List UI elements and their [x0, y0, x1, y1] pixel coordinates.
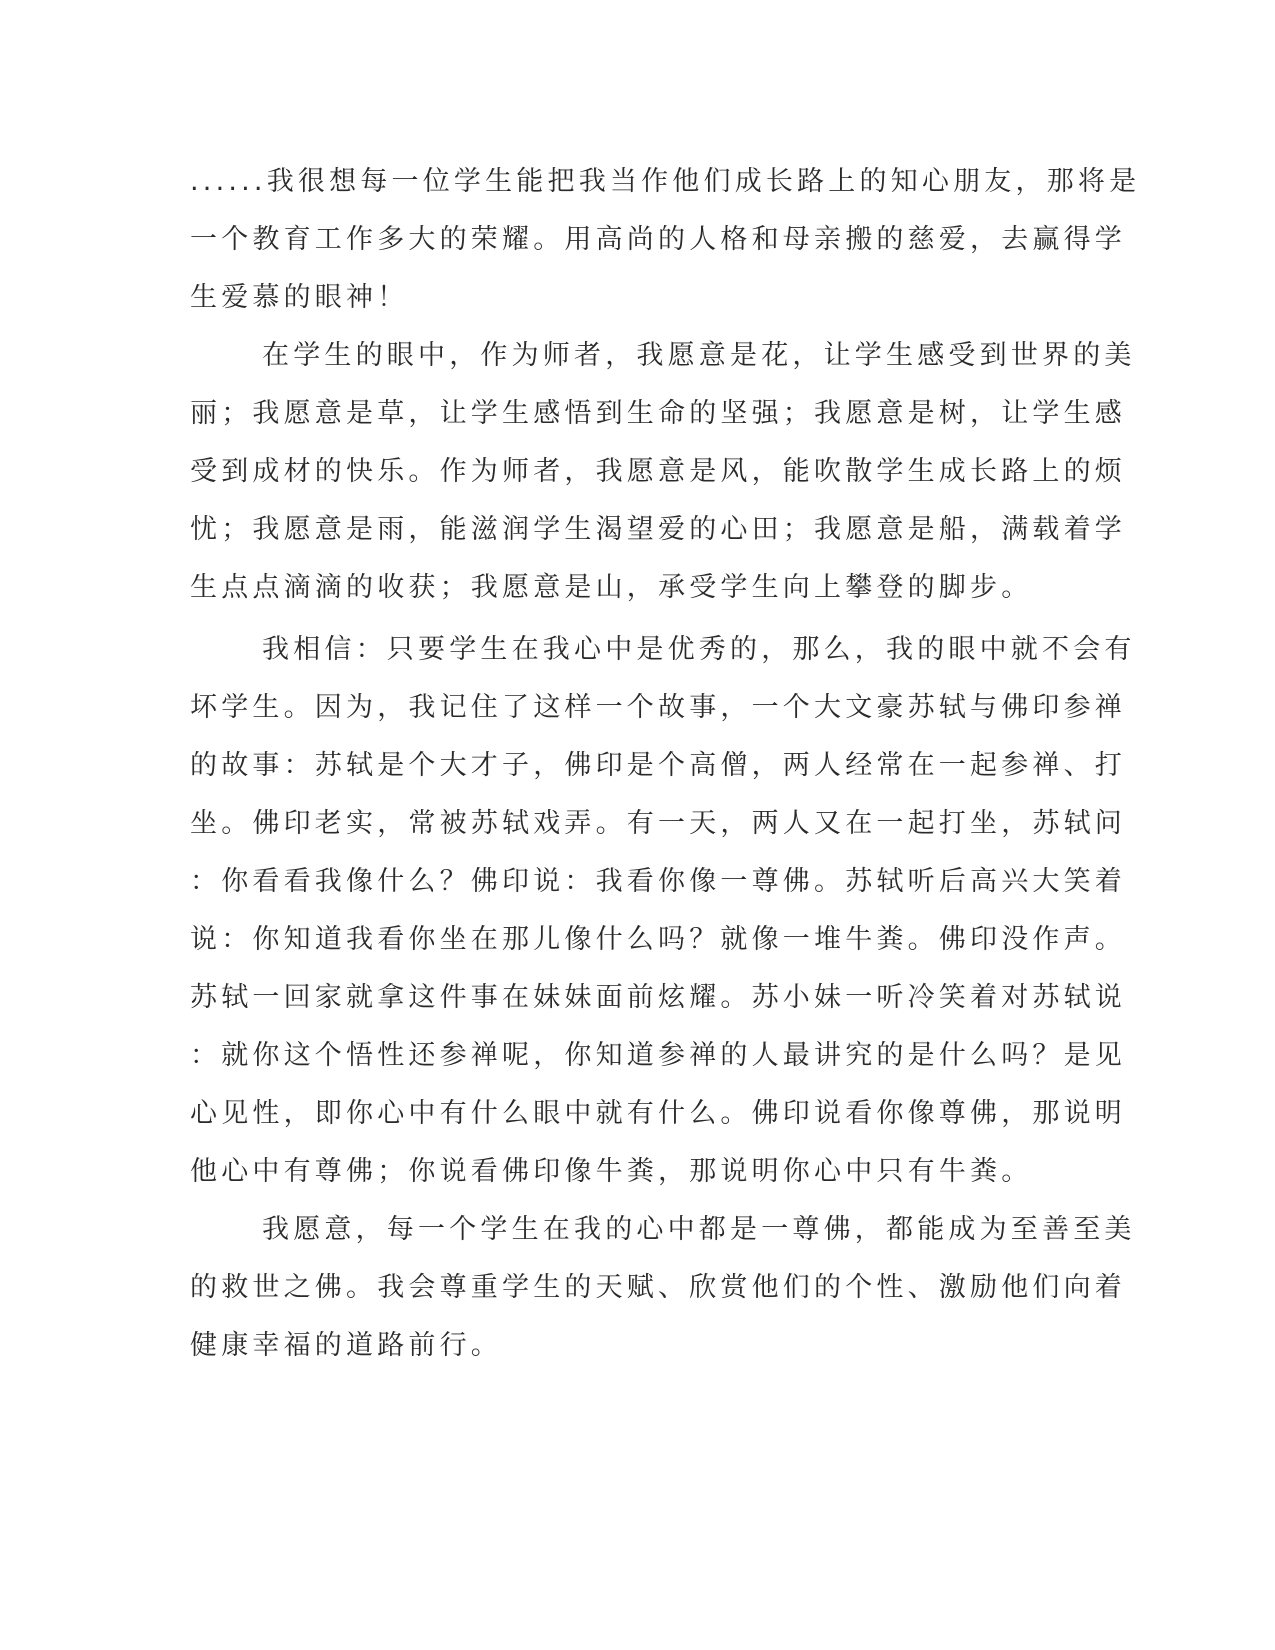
text-line: 心见性，即你心中有什么眼中就有什么。佛印说看你像尊佛，那说明: [190, 1098, 1126, 1129]
text-line: 在学生的眼中，作为师者，我愿意是花，让学生感受到世界的美: [262, 340, 1136, 371]
text-line: 我相信：只要学生在我心中是优秀的，那么，我的眼中就不会有: [262, 634, 1136, 665]
text-line: 坏学生。因为，我记住了这样一个故事，一个大文豪苏轼与佛印参禅: [190, 692, 1126, 723]
text-line: 受到成材的快乐。作为师者，我愿意是风，能吹散学生成长路上的烦: [190, 456, 1126, 487]
text-line: ：就你这个悟性还参禅呢，你知道参禅的人最讲究的是什么吗？是见: [190, 1040, 1126, 1071]
text-line: 丽；我愿意是草，让学生感悟到生命的坚强；我愿意是树，让学生感: [190, 398, 1126, 429]
text-line: 我愿意，每一个学生在我的心中都是一尊佛，都能成为至善至美: [262, 1214, 1136, 1245]
text-line: 健康幸福的道路前行。: [190, 1330, 502, 1361]
text-line: 的故事：苏轼是个大才子，佛印是个高僧，两人经常在一起参禅、打: [190, 750, 1126, 781]
text-line: 坐。佛印老实，常被苏轼戏弄。有一天，两人又在一起打坐，苏轼问: [190, 808, 1126, 839]
text-line: ：你看看我像什么？佛印说：我看你像一尊佛。苏轼听后高兴大笑着: [190, 866, 1126, 897]
text-line: 一个教育工作多大的荣耀。用高尚的人格和母亲搬的慈爱，去赢得学: [190, 224, 1126, 255]
text-line: 苏轼一回家就拿这件事在妹妹面前炫耀。苏小妹一听冷笑着对苏轼说: [190, 982, 1126, 1013]
text-line: 生点点滴滴的收获；我愿意是山，承受学生向上攀登的脚步。: [190, 572, 1033, 603]
text-line: ......我很想每一位学生能把我当作他们成长路上的知心朋友，那将是: [190, 166, 1141, 197]
text-line: 的救世之佛。我会尊重学生的天赋、欣赏他们的个性、激励他们向着: [190, 1272, 1126, 1303]
text-line: 他心中有尊佛；你说看佛印像牛粪，那说明你心中只有牛粪。: [190, 1156, 1033, 1187]
text-line: 忧；我愿意是雨，能滋润学生渴望爱的心田；我愿意是船，满载着学: [190, 514, 1126, 545]
text-line: 生爱慕的眼神！: [190, 282, 409, 313]
text-line: 说：你知道我看你坐在那儿像什么吗？就像一堆牛粪。佛印没作声。: [190, 924, 1126, 955]
